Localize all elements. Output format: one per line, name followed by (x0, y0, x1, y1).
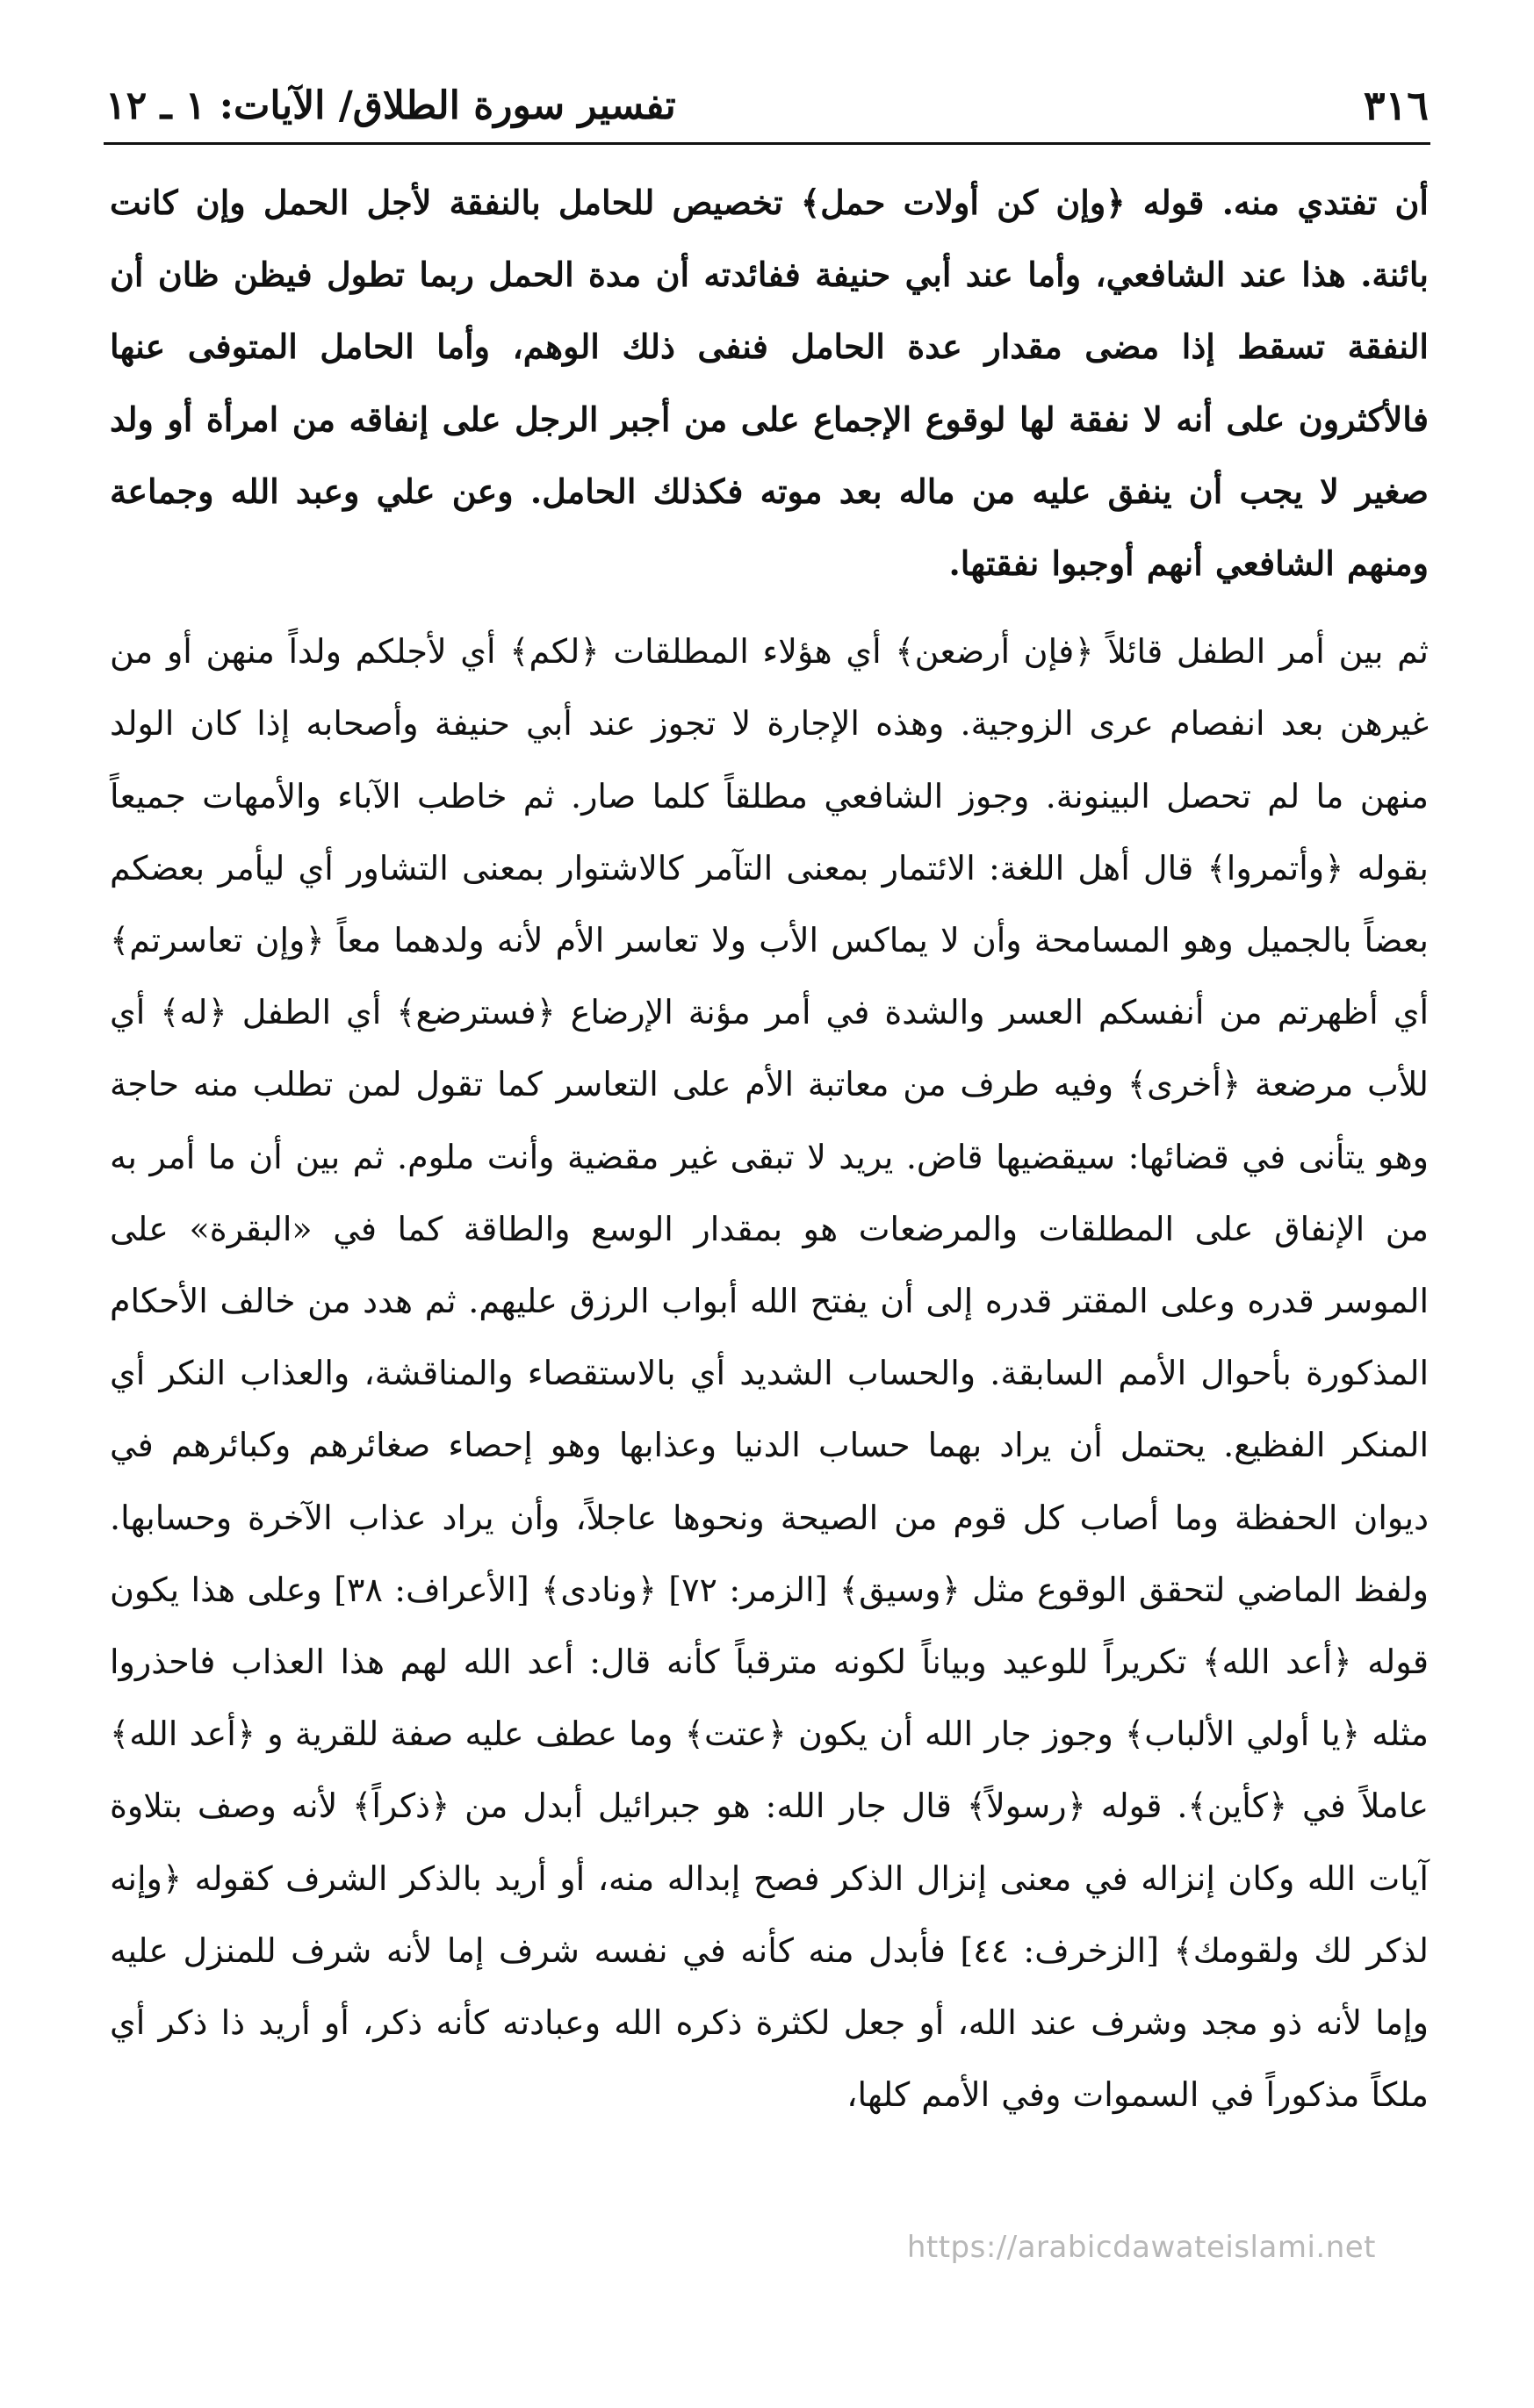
page-header (105, 70, 1429, 140)
watermark-url: https://arabicdawateislami.net (906, 2230, 1376, 2265)
paragraph: أن تفتدي منه. قوله ﴿وإن كن أولات حمل﴾ تخصيص للحامل بالنفقة لأجل الحمل وإن كانت بائنة. هذا عند الشافعي، وأما عند أبي حنيفة ففائدته أن مدة الحمل ربما تطول فيظن ظان أن النفقة تسقط إذا مضى مقدار عدة الحامل فنفى ذلك الوهم، وأما الحامل المتوفى عنها فالأكثرون على أنه لا نفقة لها لوقوع الإجماع على من أجبر الرجل على إنفاقه من امرأة أو ولد صغير لا يجب أن ينفق عليه من ماله بعد موته فكذلك الحامل. وعن علي وعبد الله وجماعة ومنهم الشافعي أنهم أوجبوا نفقتها. (110, 183, 1429, 584)
running-title: تفسير سورة الطلاق/ الآيات: ١ ـ ١٢ (105, 83, 676, 128)
page-number: ٣١٦ (1363, 82, 1429, 129)
header-divider (104, 142, 1430, 145)
body-text (110, 167, 1429, 2131)
paragraph: ثم بين أمر الطفل قائلاً ﴿فإن أرضعن﴾ أي هؤلاء المطلقات ﴿لكم﴾ أي لأجلكم ولداً منهن أو من غيرهن بعد انفصام عرى الزوجية. وهذه الإجارة لا تجوز عند أبي حنيفة وأصحابه إذا كان الولد منهن ما لم تحصل البينونة. وجوز الشافعي مطلقاً كلما صار. ثم خاطب الآباء والأمهات جميعاً بقوله ﴿وأتمروا﴾ قال أهل اللغة: الائتمار بمعنى التآمر كالاشتوار بمعنى التشاور أي ليأمر بعضكم بعضاً بالجميل وهو المسامحة وأن لا يماكس الأب ولا تعاسر الأم لأنه ولدهما معاً ﴿وإن تعاسرتم﴾ أي أظهرتم من أنفسكم العسر والشدة في أمر مؤنة الإرضاع ﴿فسترضع﴾ أي الطفل ﴿له﴾ أي للأب مرضعة ﴿أخرى﴾ وفيه طرف من معاتبة الأم على التعاسر كما تقول لمن تطلب منه حاجة وهو يتأنى في قضائها: سيقضيها قاض. يريد لا تبقى غير مقضية وأنت ملوم. ثم بين أن ما أمر به من الإنفاق على المطلقات والمرضعات هو بمقدار الوسع والطاقة كما في «البقرة» على الموسر قدره وعلى المقتر قدره إلى أن يفتح الله أبواب الرزق عليهم. ثم هدد من خالف الأحكام المذكورة بأحوال الأمم السابقة. والحساب الشديد أي بالاستقصاء والمناقشة، والعذاب النكر أي المنكر الفظيع. يحتمل أن يراد بهما حساب الدنيا وعذابها وهو إحصاء صغائرهم وكبائرهم في ديوان الحفظة وما أصاب كل قوم من الصيحة ونحوها عاجلاً، وأن يراد عذاب الآخرة وحسابها. ولفظ الماضي لتحقق الوقوع مثل ﴿وسيق﴾ [الزمر: ٧٢] ﴿ونادى﴾ [الأعراف: ٣٨] وعلى هذا يكون قوله ﴿أعد الله﴾ تكريراً للوعيد وبياناً لكونه مترقباً كأنه قال: أعد الله لهم هذا العذاب فاحذروا مثله ﴿يا أولي الألباب﴾ وجوز جار الله أن يكون ﴿عتت﴾ وما عطف عليه صفة للقرية و ﴿أعد الله﴾ عاملاً في ﴿كأين﴾. قوله ﴿رسولاً﴾ قال جار الله: هو جبرائيل أبدل من ﴿ذكراً﴾ لأنه وصف بتلاوة آيات الله وكان إنزاله في معنى إنزال الذكر فصح إبداله منه، أو أريد بالذكر الشرف كقوله ﴿وإنه لذكر لك ولقومك﴾ [الزخرف: ٤٤] فأبدل منه كأنه في نفسه شرف إما لأنه شرف للمنزل عليه وإما لأنه ذو مجد وشرف عند الله، أو جعل لكثرة ذكره الله وعبادته كأنه ذكر، أو أريد ذا ذكر أي ملكاً مذكوراً في السموات وفي الأمم كلها، (110, 632, 1430, 2115)
